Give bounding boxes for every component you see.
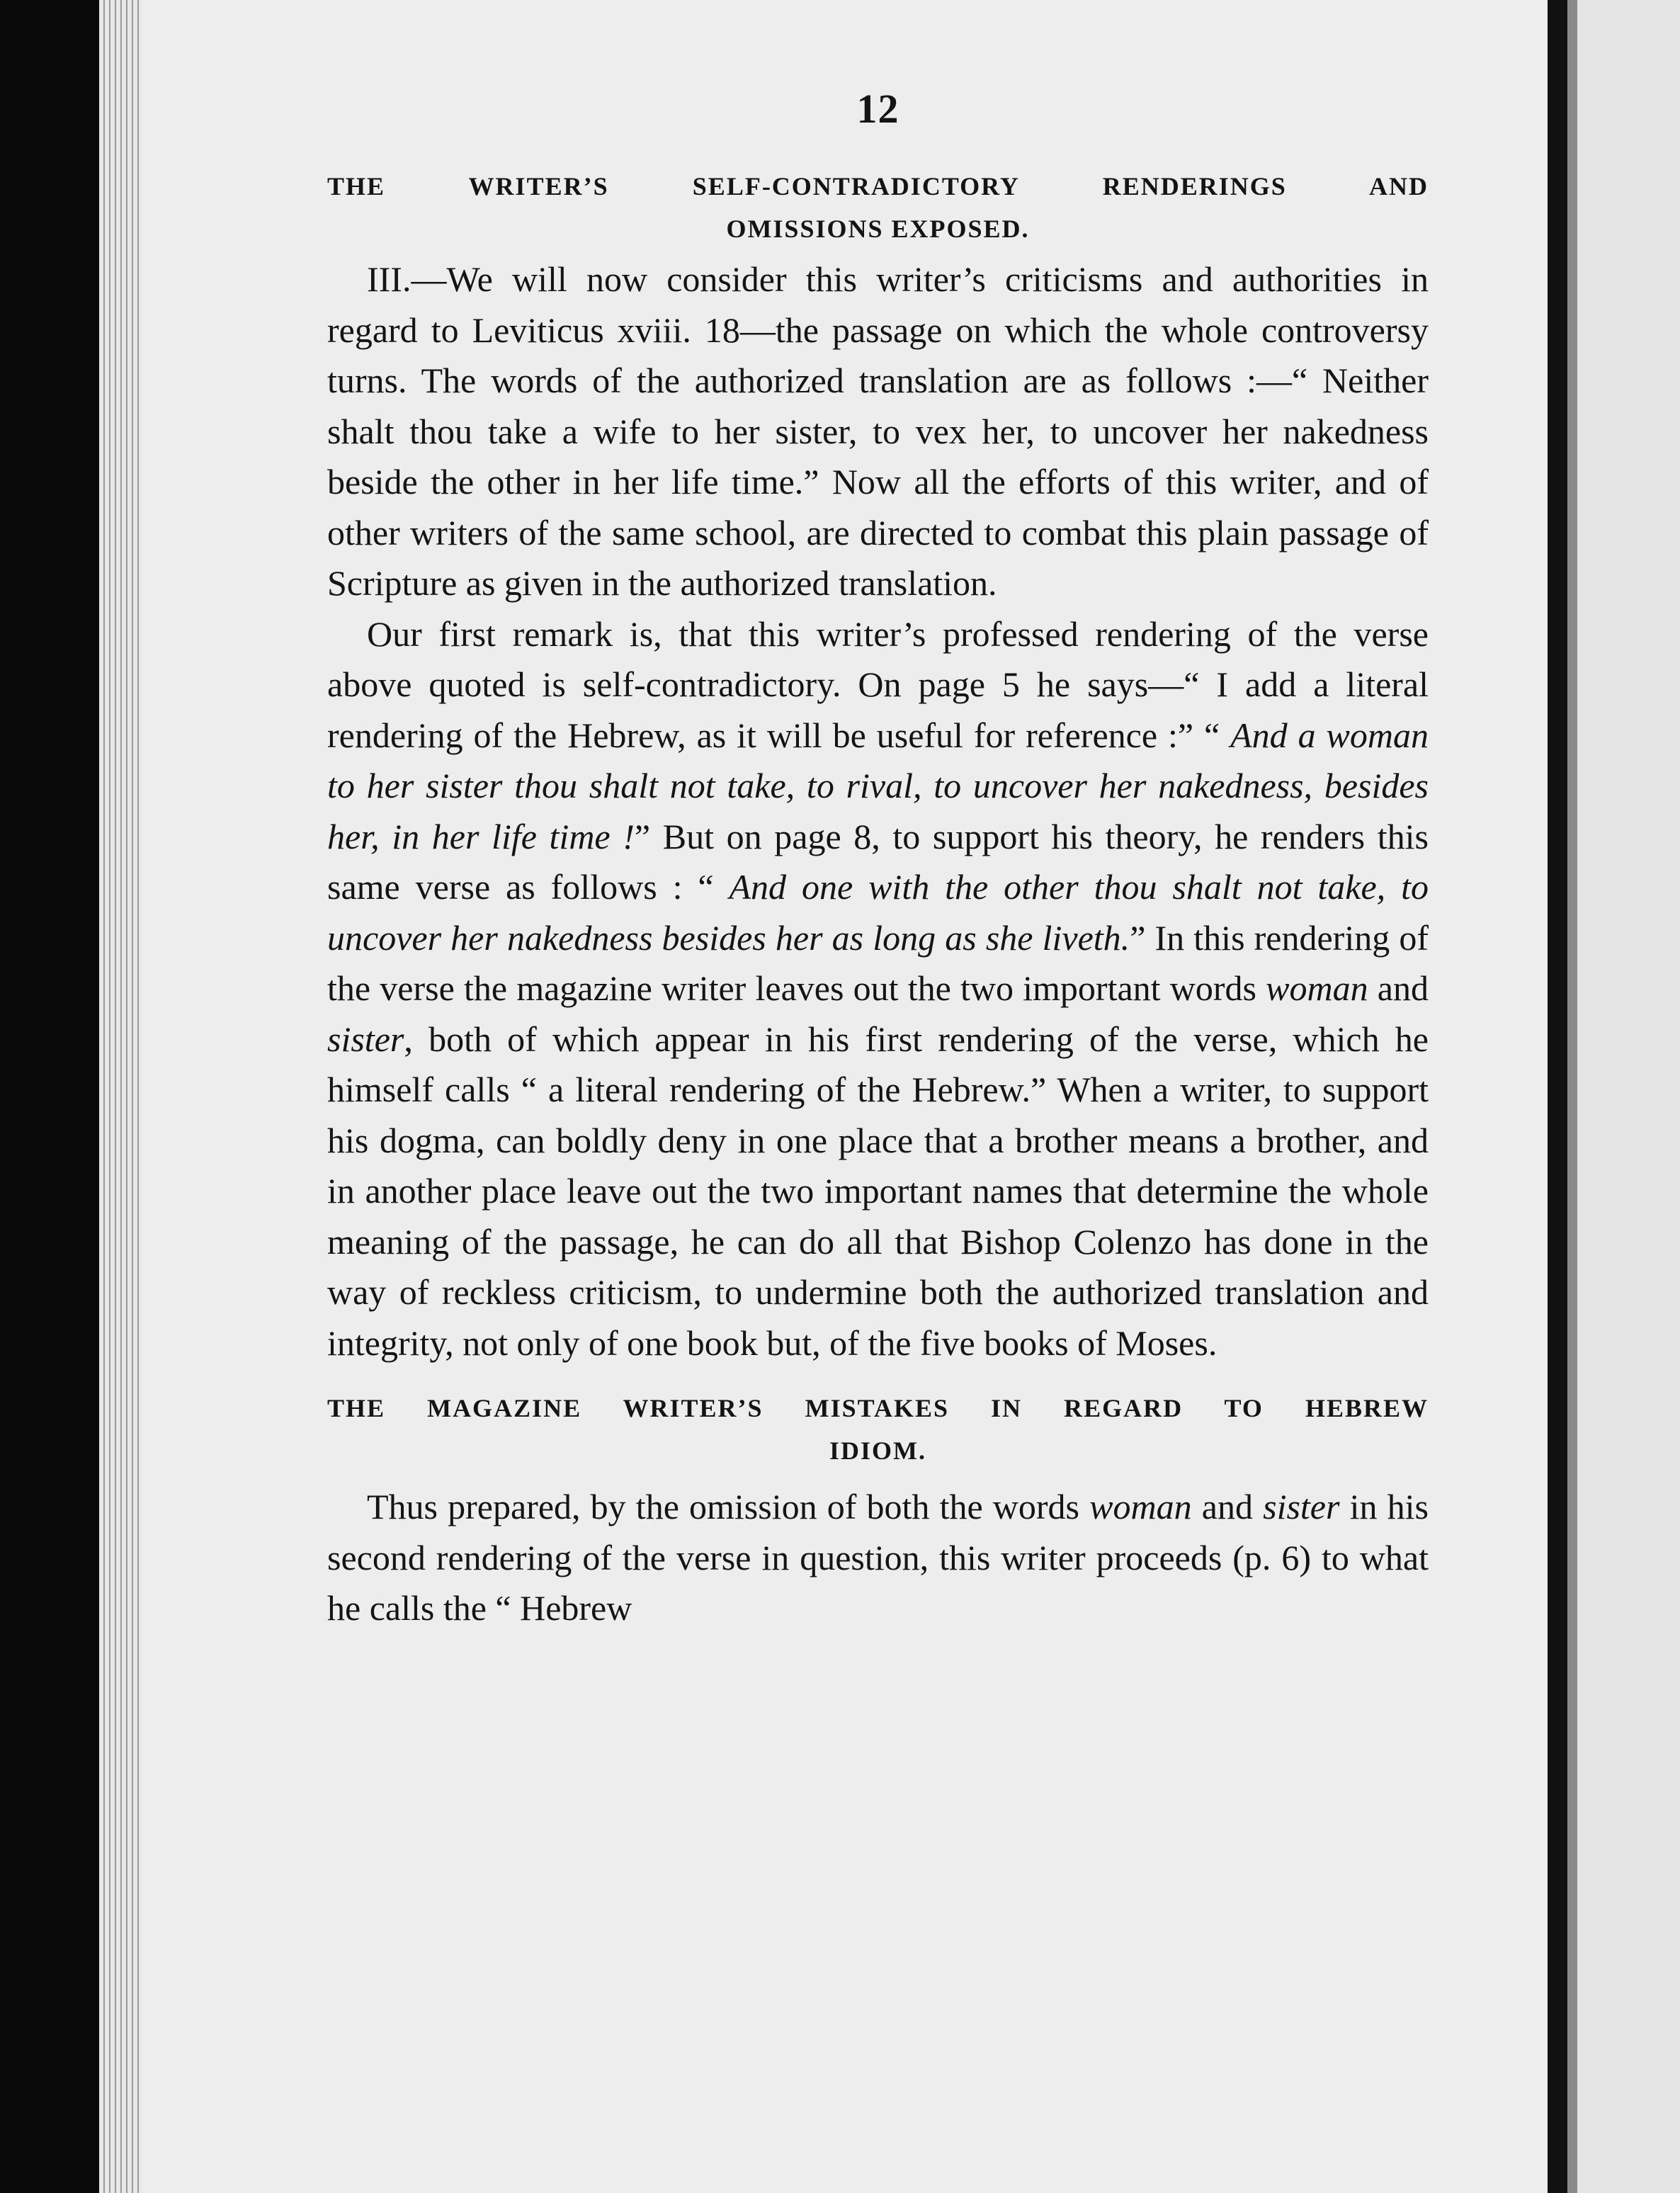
paragraph-2	[327, 609, 1429, 1369]
page-text	[327, 85, 1429, 1634]
paragraph-3-text-1: Thus prepared, by the omission of both the words	[367, 1487, 1090, 1526]
paragraph-3-text-3: in his second rendering of the verse in question, this writer proceeds (p. 6) to what he calls the “ Hebrew	[327, 1487, 1429, 1628]
section-heading-1-line-1: THE WRITER’S SELF-CONTRADICTORY RENDERINGS AND	[327, 172, 1429, 200]
section-heading-2-line-1: THE MAGAZINE WRITER’S MISTAKES IN REGARD TO HEBREW	[327, 1394, 1429, 1422]
scan-left-border	[0, 0, 99, 2193]
section-heading-1-line-2: OMISSIONS EXPOSED.	[726, 215, 1030, 243]
paragraph-1	[327, 254, 1429, 609]
section-heading-2-line-2: IDIOM.	[829, 1436, 926, 1465]
section-heading-2	[327, 1387, 1429, 1472]
page-number: 12	[856, 86, 899, 132]
book-gutter	[1548, 0, 1567, 2193]
italic-word-woman: woman	[1266, 968, 1368, 1008]
paragraph-2-text-2: ” But on page 8, to support his theory, he renders this same verse as follows : “	[327, 816, 1429, 907]
italic-quote-1: And a woman to her sister thou shalt not take, to rival, to uncover her nakedness, besides her, in her life time !	[327, 715, 1429, 856]
paragraph-2-text-4: and	[1368, 968, 1429, 1008]
paragraph-2-text-5: , both of which appear in his first rendering of the verse, which he himself calls “ a literal rendering of the Hebrew.” When a writer, to support his dogma, can boldly deny in one place that a brother means a brother, and in another place leave out the two important names that determine the whole meaning of the passage, he can do all that Bishop Colenzo has done in the way of reckless criticism, to undermine both the authorized translation and integrity, not only of one book but, of the five books of Moses.	[327, 1019, 1429, 1363]
adjacent-page	[1567, 0, 1680, 2193]
italic-word-sister: sister	[1263, 1487, 1340, 1526]
italic-word-woman: woman	[1089, 1487, 1192, 1526]
section-heading-1	[327, 165, 1429, 250]
paragraph-1-text: III.—We will now consider this writer’s criticisms and authorities in regard to Leviticus xviii. 18—the passage on which the whole controversy turns. The words of the authorized translation are as follows :—“ Neither shalt thou take a wife to her sister, to vex her, to uncover her nakedness beside the other in her life time.” Now all the efforts of this writer, and of other writers of the same school, are directed to combat this plain passage of Scripture as given in the authorized translation.	[327, 259, 1429, 603]
paragraph-3-text-2: and	[1191, 1487, 1264, 1526]
paragraph-2-text-1: Our first remark is, that this writer’s professed rendering of the verse above quoted is self-contradictory. On page 5 he says—“ I add a literal rendering of the Hebrew, as it will be useful for reference :” “	[327, 613, 1429, 755]
italic-word-sister: sister	[327, 1019, 404, 1059]
book-page-edges	[99, 0, 142, 2193]
italic-quote-2: And one with the other thou shalt not take, to uncover her nakedness besides her as long as she liveth.	[327, 867, 1429, 958]
adjacent-page-shadow	[1567, 0, 1577, 2193]
paragraph-3	[327, 1482, 1429, 1634]
paragraph-2-text-3: ” In this rendering of the verse the magazine writer leaves out the two important words	[327, 917, 1429, 1008]
